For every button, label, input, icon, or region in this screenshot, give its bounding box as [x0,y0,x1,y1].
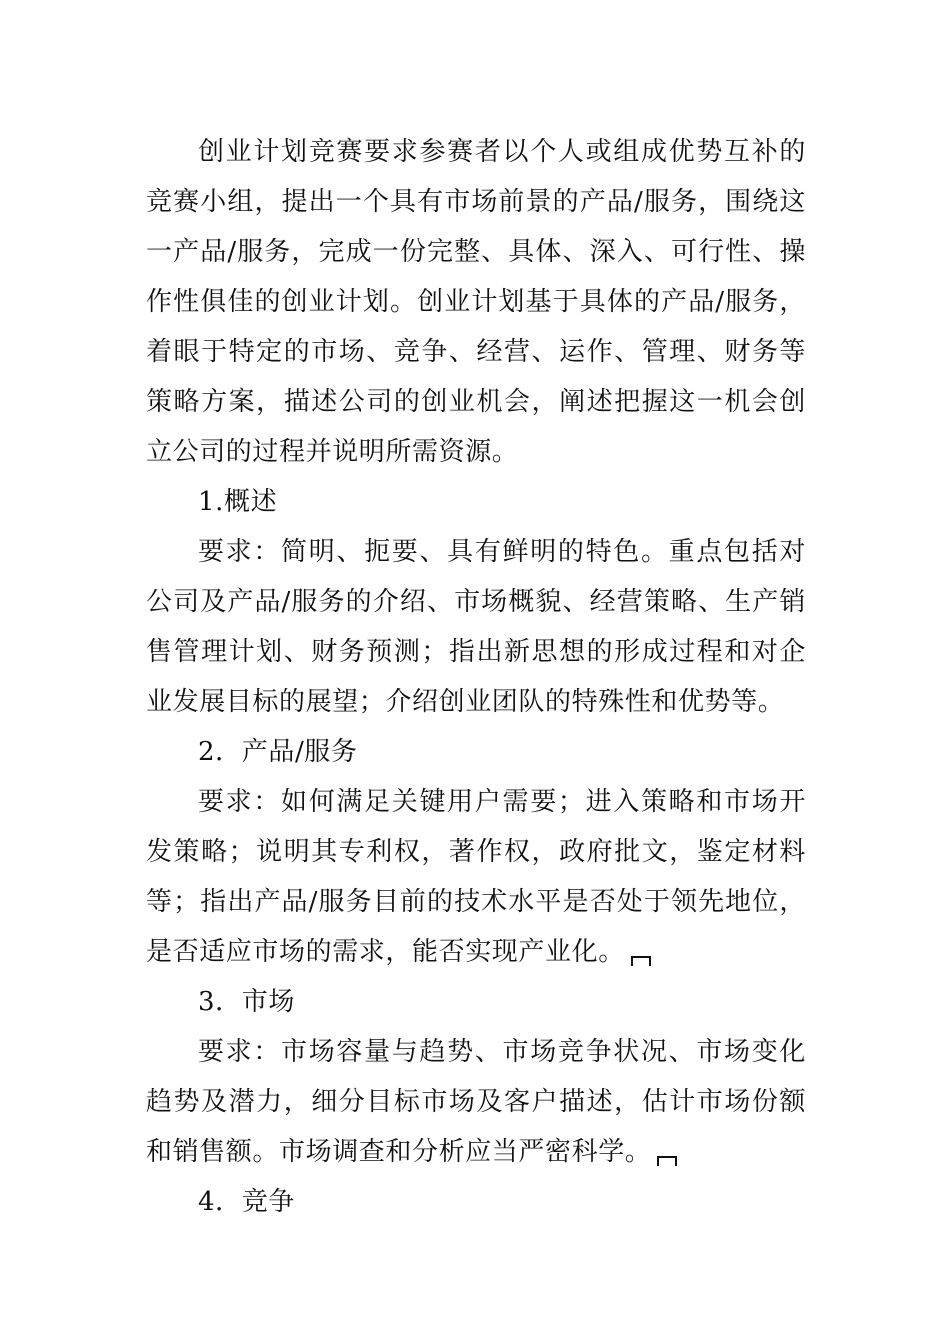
bracket-mark-icon [657,1156,677,1166]
section-body-overview: 要求：简明、扼要、具有鲜明的特色。重点包括对公司及产品/服务的介绍、市场概貌、经营策略、生产销售管理计划、财务预测；指出新思想的形成过程和对企业发展目标的展望；介绍创业团队的特殊性和优势等。 [146,537,806,717]
section-body-market-text: 要求：市场容量与趋势、市场竞争状况、市场变化趋势及潜力，细分目标市场及客户描述，估计市场份额和销售额。市场调查和分析应当严密科学。 [146,1037,806,1167]
section-heading-competition: 4．竞争 [198,1187,295,1217]
document-body [146,127,806,1227]
section-body-product [146,777,806,977]
section-body-market [146,1027,806,1177]
section-heading-overview: 1.概述 [198,487,278,517]
intro-paragraph: 创业计划竞赛要求参赛者以个人或组成优势互补的竞赛小组，提出一个具有市场前景的产品/服务，围绕这一产品/服务，完成一份完整、具体、深入、可行性、操作性俱佳的创业计划。创业计划基于具体的产品/服务，着眼于特定的市场、竞争、经营、运作、管理、财务等策略方案，描述公司的创业机会，阐述把握这一机会创立公司的过程并说明所需资源。 [146,137,806,467]
section-body-product-text: 要求：如何满足关键用户需要；进入策略和市场开发策略；说明其专利权，著作权，政府批文，鉴定材料等；指出产品/服务目前的技术水平是否处于领先地位，是否适应市场的需求，能否实现产业化。 [146,787,806,967]
section-heading-product: 2．产品/服务 [198,737,358,767]
bracket-mark-icon [631,956,651,966]
section-heading-market: 3．市场 [198,987,295,1017]
